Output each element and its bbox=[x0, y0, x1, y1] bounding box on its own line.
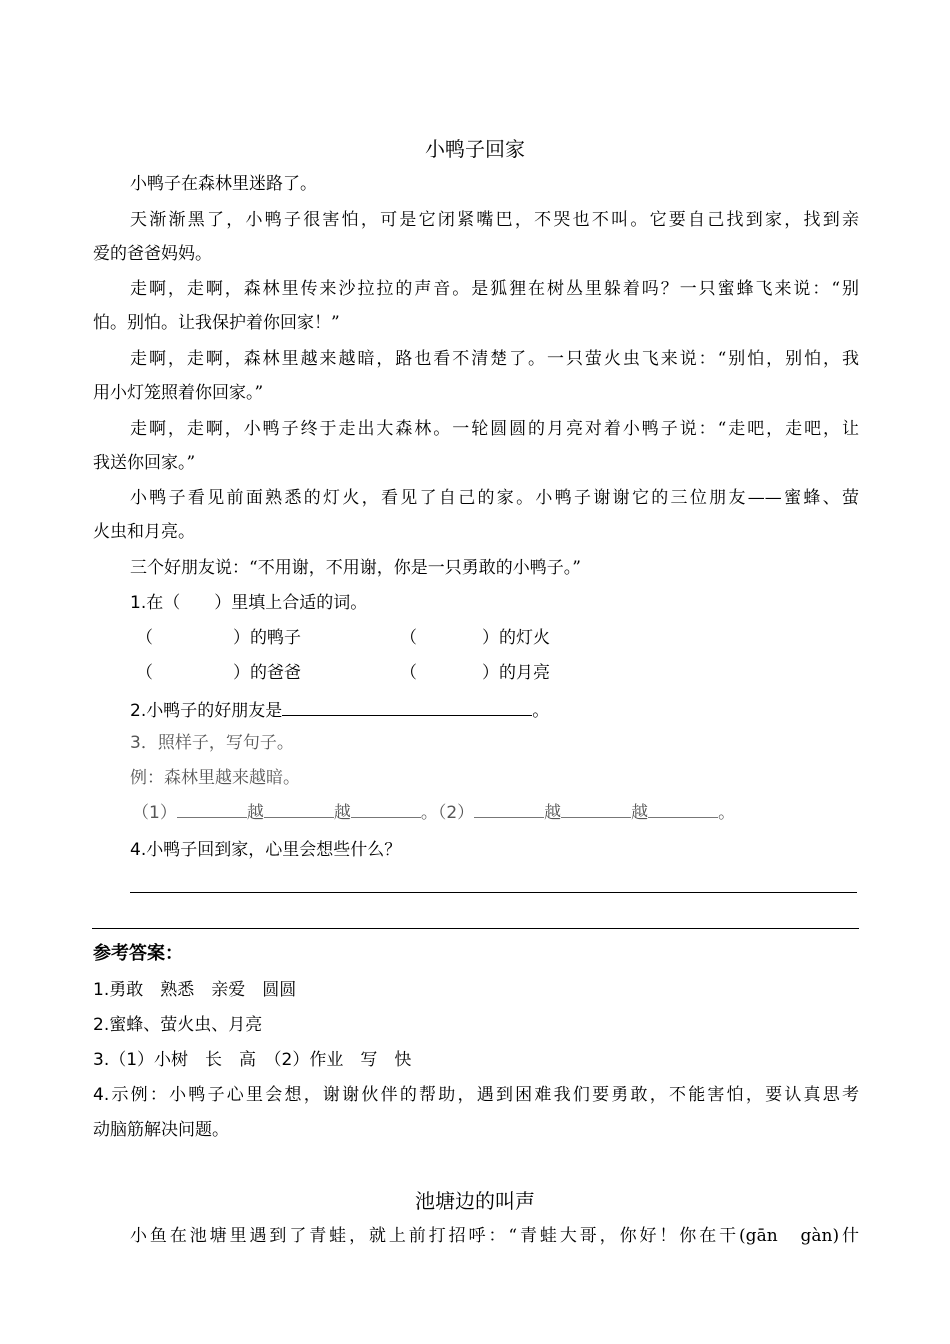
blank-suffix: ）的灯火 bbox=[482, 628, 550, 648]
q3-blank[interactable] bbox=[177, 801, 247, 818]
answer-line-5: 动脑筋解决问题。 bbox=[93, 1120, 229, 1140]
blank-suffix: ）的月亮 bbox=[482, 663, 550, 683]
blank-suffix: ）的爸爸 bbox=[233, 663, 301, 683]
answer-line-2: 2.蜜蜂、萤火虫、月亮 bbox=[93, 1015, 263, 1035]
section-divider bbox=[92, 928, 859, 929]
question-2-end: 。 bbox=[532, 701, 550, 721]
q3-blank[interactable] bbox=[351, 801, 421, 818]
open-paren: （ bbox=[136, 628, 153, 648]
answer-line-3: 3.（1）小树 长 高 （2）作业 写 快 bbox=[93, 1050, 412, 1070]
story-paragraph-4-line-1: 走啊，走啊，森林里越来越暗，路也看不清楚了。一只萤火虫飞来说：“别怕，别怕，我 bbox=[130, 349, 859, 369]
story-paragraph-2-line-2: 爱的爸爸妈妈。 bbox=[93, 244, 212, 264]
q3-blank[interactable] bbox=[561, 801, 631, 818]
q3-yue: 越 bbox=[544, 803, 562, 823]
q3-label-1: （1） bbox=[132, 803, 177, 823]
q1-blank-duck[interactable] bbox=[136, 626, 301, 650]
question-2-text: 2.小鸭子的好朋友是 bbox=[130, 701, 283, 721]
story-paragraph-3-line-2: 怕。别怕。让我保护着你回家！” bbox=[93, 313, 340, 333]
story-paragraph-3-line-1: 走啊，走啊，森林里传来沙拉拉的声音。是狐狸在树丛里躲着吗？一只蜜蜂飞来说：“别 bbox=[130, 279, 859, 299]
q3-blank[interactable] bbox=[264, 801, 334, 818]
question-2 bbox=[130, 697, 549, 723]
open-paren: （ bbox=[400, 628, 417, 648]
story-title: 小鸭子回家 bbox=[425, 137, 525, 161]
question-3: 3．照样子，写句子。 bbox=[130, 733, 294, 753]
q3-yue: 越 bbox=[333, 803, 351, 823]
story-paragraph-1: 小鸭子在森林里迷路了。 bbox=[130, 174, 317, 194]
answers-heading: 参考答案： bbox=[93, 943, 183, 964]
q1-blank-lights[interactable] bbox=[400, 626, 550, 650]
q3-blank[interactable] bbox=[474, 801, 544, 818]
q4-answer-line[interactable] bbox=[130, 892, 857, 893]
blank-suffix: ）的鸭子 bbox=[233, 628, 301, 648]
question-1: 1.在（ ）里填上合适的词。 bbox=[130, 593, 368, 613]
story-2-line-1: 小鱼在池塘里遇到了青蛙，就上前打招呼：“青蛙大哥，你好！你在干(gān gàn)什 bbox=[130, 1226, 859, 1246]
open-paren: （ bbox=[136, 663, 153, 683]
story-paragraph-2-line-1: 天渐渐黑了，小鸭子很害怕，可是它闭紧嘴巴，不哭也不叫。它要自己找到家，找到亲 bbox=[130, 210, 859, 230]
question-3-example: 例：森林里越来越暗。 bbox=[130, 768, 300, 788]
q3-label-2: 。（2） bbox=[420, 803, 475, 823]
q2-answer-blank[interactable] bbox=[282, 697, 532, 716]
story-2-title: 池塘边的叫声 bbox=[415, 1189, 535, 1213]
q1-blank-moon[interactable] bbox=[400, 661, 550, 685]
q3-end: 。 bbox=[718, 803, 736, 823]
open-paren: （ bbox=[400, 663, 417, 683]
q3-blank[interactable] bbox=[648, 801, 718, 818]
q1-blank-dad[interactable] bbox=[136, 661, 301, 685]
q3-yue: 越 bbox=[246, 803, 264, 823]
story-paragraph-4-line-2: 用小灯笼照着你回家。” bbox=[93, 383, 264, 403]
story-paragraph-7: 三个好朋友说：“不用谢，不用谢，你是一只勇敢的小鸭子。” bbox=[130, 558, 581, 578]
q3-yue: 越 bbox=[631, 803, 649, 823]
story-paragraph-5-line-2: 我送你回家。” bbox=[93, 453, 196, 473]
story-paragraph-6-line-1: 小鸭子看见前面熟悉的灯火，看见了自己的家。小鸭子谢谢它的三位朋友——蜜蜂、萤 bbox=[130, 488, 859, 508]
question-4: 4.小鸭子回到家，心里会想些什么？ bbox=[130, 840, 402, 860]
answer-line-4: 4.示例：小鸭子心里会想，谢谢伙伴的帮助，遇到困难我们要勇敢，不能害怕，要认真思考 bbox=[93, 1085, 859, 1105]
q3-fill-row bbox=[132, 801, 735, 825]
story-paragraph-6-line-2: 火虫和月亮。 bbox=[93, 522, 195, 542]
answer-line-1: 1.勇敢 熟悉 亲爱 圆圆 bbox=[93, 980, 297, 1000]
story-paragraph-5-line-1: 走啊，走啊，小鸭子终于走出大森林。一轮圆圆的月亮对着小鸭子说：“走吧，走吧，让 bbox=[130, 419, 859, 439]
